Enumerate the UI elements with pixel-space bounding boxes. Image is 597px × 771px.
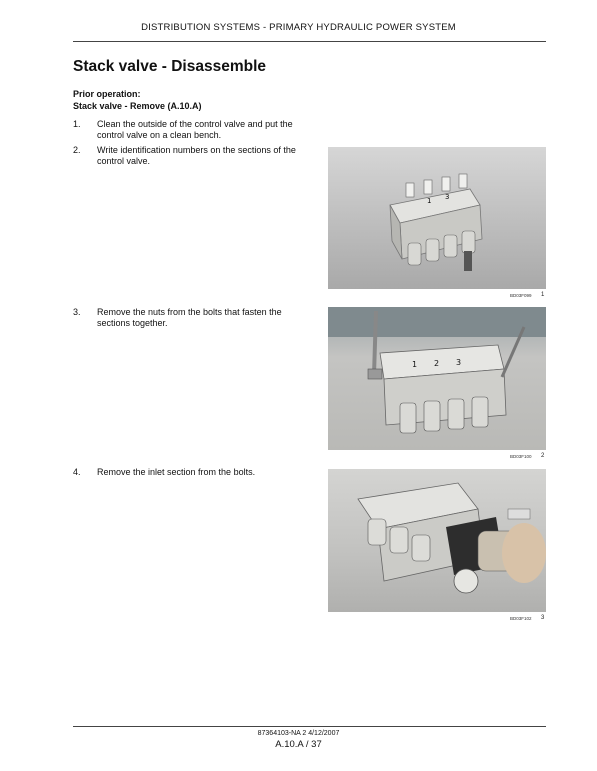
figure-2-photo xyxy=(328,307,546,450)
figure-1-code: BD03F099 xyxy=(510,293,532,298)
step-number: 4. xyxy=(73,467,81,477)
footer-rule xyxy=(73,726,546,727)
header-rule xyxy=(73,41,546,42)
svg-text:2: 2 xyxy=(434,359,440,368)
svg-text:1: 1 xyxy=(412,360,418,369)
prior-operation-label: Prior operation: xyxy=(73,89,141,99)
figure-1-number: 1 xyxy=(541,292,545,298)
figure-2-code: BD03F100 xyxy=(510,454,532,459)
page-title: Stack valve - Disassemble xyxy=(73,58,267,75)
svg-text:1: 1 xyxy=(427,197,432,205)
control-valve-image xyxy=(328,147,546,289)
svg-text:3: 3 xyxy=(445,193,450,201)
page-header: DISTRIBUTION SYSTEMS - PRIMARY HYDRAULIC POWER SYSTEM xyxy=(141,22,456,33)
prior-operation-link[interactable]: Stack valve - Remove (A.10.A) xyxy=(73,100,202,111)
figure-3-code: BD03F102 xyxy=(510,616,532,621)
step-text: Remove the nuts from the bolts that fasten the sections together. xyxy=(97,307,282,328)
figure-3-photo xyxy=(328,469,546,612)
inlet-section-removal-image xyxy=(328,469,546,612)
figure-1-photo xyxy=(328,147,546,289)
step-number: 1. xyxy=(73,119,81,129)
footer-page-number: A.10.A / 37 xyxy=(275,739,322,750)
step-text: Clean the outside of the control valve and put the control valve on a clean bench. xyxy=(97,119,293,140)
footer-doc-id: 87364103-NA 2 4/12/2007 xyxy=(257,730,340,737)
step-text: Write identification numbers on the sections of the control valve. xyxy=(97,145,296,166)
svg-text:3: 3 xyxy=(456,358,462,367)
prior-operation xyxy=(73,89,202,112)
step-number: 2. xyxy=(73,145,81,155)
control-valve-wrench-image xyxy=(328,307,546,450)
figure-2-number: 2 xyxy=(541,453,545,459)
step-text: Remove the inlet section from the bolts. xyxy=(97,467,256,477)
figure-3-number: 3 xyxy=(541,615,545,621)
step-number: 3. xyxy=(73,307,81,317)
